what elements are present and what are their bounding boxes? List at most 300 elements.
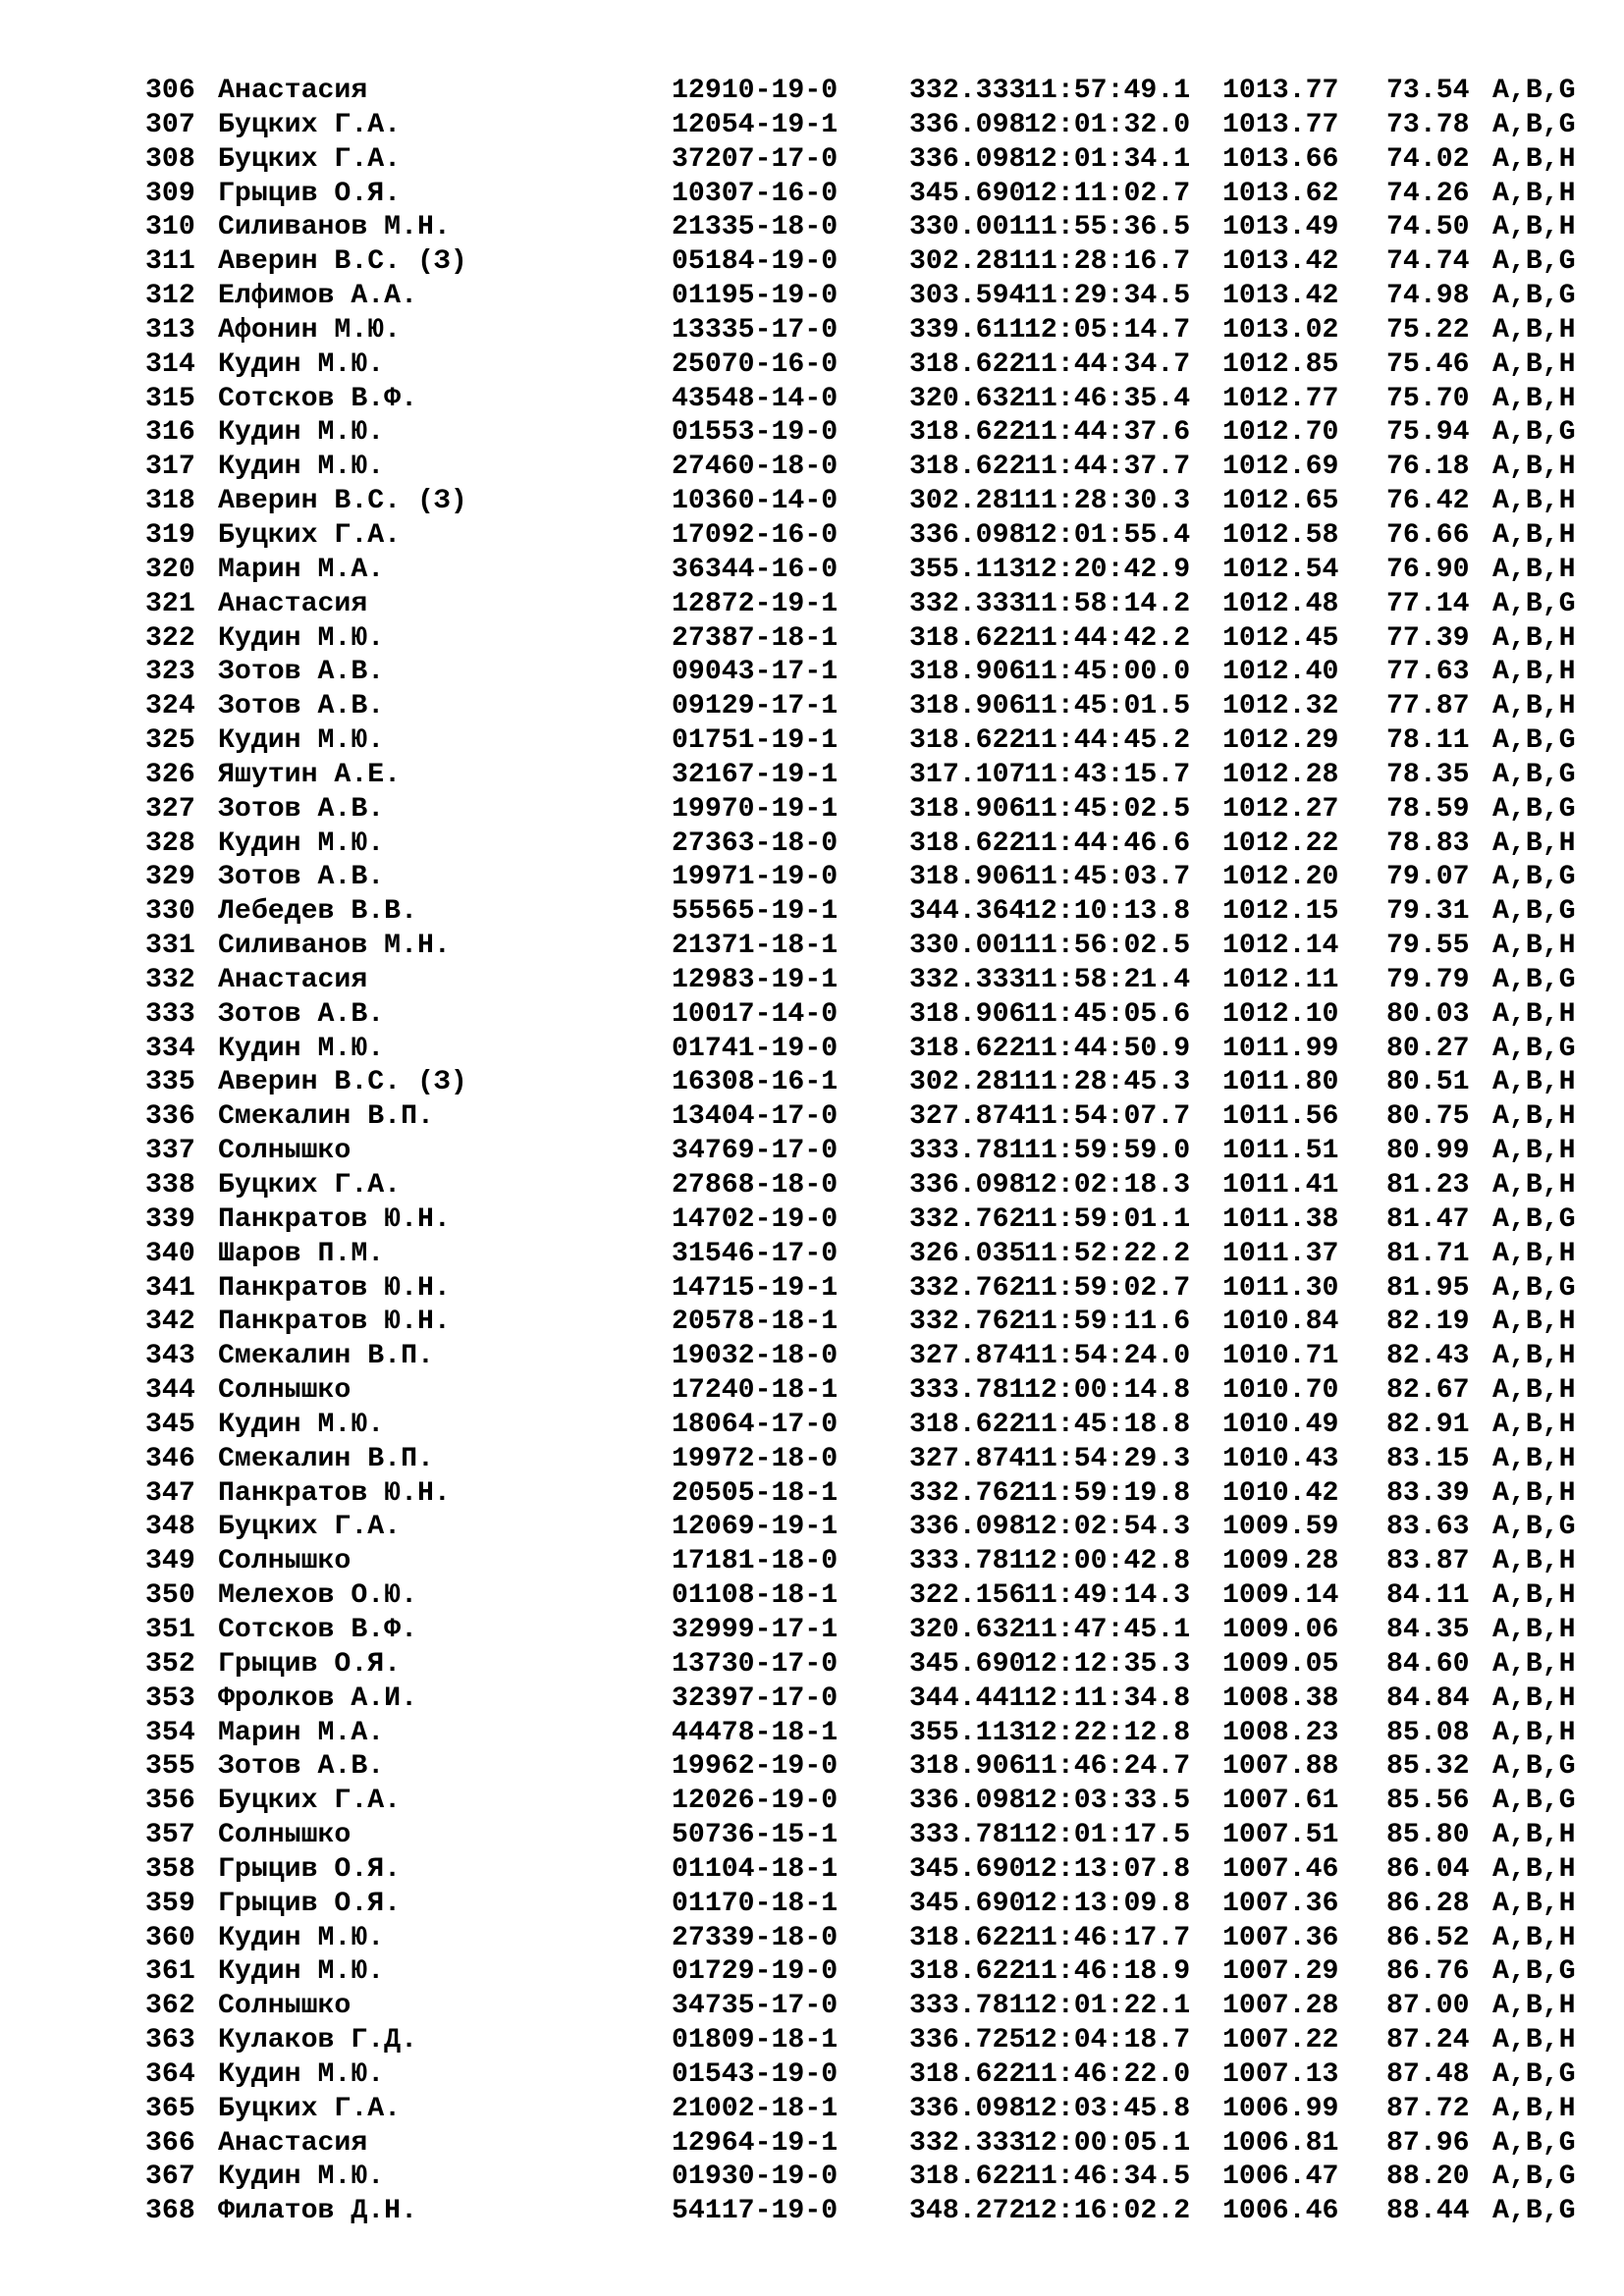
cell-time: 11:55:36.5: [1024, 212, 1191, 243]
cell-ring: 05184-19-0: [672, 246, 839, 278]
table-row: [145, 1306, 1593, 1340]
cell-groups: A,B,G: [1492, 1033, 1576, 1064]
cell-groups: A,B,H: [1492, 212, 1576, 243]
table-row: [145, 1785, 1593, 1819]
cell-name: Шаров П.М.: [218, 1238, 385, 1269]
cell-time: 11:44:34.7: [1024, 348, 1191, 380]
cell-name: Буцких Г.А.: [218, 143, 402, 175]
cell-name: Буцких Г.А.: [218, 519, 402, 551]
cell-place: 326: [145, 759, 195, 790]
cell-ring: 01741-19-0: [672, 1033, 839, 1064]
results-table: [145, 75, 1593, 2229]
cell-ring: 32167-19-1: [672, 759, 839, 790]
cell-groups: A,B,G: [1492, 862, 1576, 893]
cell-name: Афонин М.Ю.: [218, 314, 402, 346]
cell-groups: A,B,G: [1492, 2196, 1576, 2227]
cell-name: Панкратов Ю.Н.: [218, 1477, 451, 1509]
cell-place: 353: [145, 1682, 195, 1714]
table-row: [145, 1100, 1593, 1135]
cell-ring: 01104-18-1: [672, 1853, 839, 1885]
cell-groups: A,B,H: [1492, 622, 1576, 654]
table-row: [145, 930, 1593, 964]
cell-time: 12:00:05.1: [1024, 2127, 1191, 2159]
cell-name: Кудин М.Ю.: [218, 348, 385, 380]
table-row: [145, 1033, 1593, 1067]
cell-groups: A,B,H: [1492, 1580, 1576, 1612]
cell-distance: 318.906: [909, 793, 1026, 825]
cell-groups: A,B,G: [1492, 2058, 1576, 2090]
cell-groups: A,B,H: [1492, 1307, 1576, 1338]
table-row: [145, 759, 1593, 793]
cell-time: 12:13:09.8: [1024, 1888, 1191, 1919]
cell-groups: A,B,H: [1492, 1477, 1576, 1509]
cell-ring: 32999-17-1: [672, 1614, 839, 1645]
cell-name: Анастасия: [218, 964, 368, 995]
cell-place: 341: [145, 1272, 195, 1304]
cell-groups: A,B,H: [1492, 1922, 1576, 1953]
cell-groups: A,B,H: [1492, 2025, 1576, 2056]
cell-distance: 318.622: [909, 828, 1026, 859]
cell-time: 12:22:12.8: [1024, 1717, 1191, 1748]
table-row: [145, 588, 1593, 622]
cell-distance: 320.632: [909, 1614, 1026, 1645]
cell-place: 331: [145, 931, 195, 962]
cell-groups: A,B,H: [1492, 452, 1576, 483]
cell-place: 327: [145, 793, 195, 825]
cell-points: 79.55: [1386, 931, 1470, 962]
cell-time: 11:28:45.3: [1024, 1067, 1191, 1098]
cell-points: 81.23: [1386, 1170, 1470, 1201]
cell-distance: 327.874: [909, 1341, 1026, 1372]
cell-points: 87.48: [1386, 2058, 1470, 2090]
cell-groups: A,B,H: [1492, 1136, 1576, 1167]
cell-speed: 1009.05: [1222, 1648, 1339, 1680]
cell-points: 77.63: [1386, 657, 1470, 688]
cell-points: 86.52: [1386, 1922, 1470, 1953]
cell-time: 11:59:59.0: [1024, 1136, 1191, 1167]
cell-speed: 1011.56: [1222, 1101, 1339, 1133]
cell-place: 358: [145, 1853, 195, 1885]
table-row: [145, 1579, 1593, 1614]
cell-ring: 44478-18-1: [672, 1717, 839, 1748]
cell-distance: 339.611: [909, 314, 1026, 346]
cell-time: 11:44:50.9: [1024, 1033, 1191, 1064]
table-row: [145, 75, 1593, 109]
cell-name: Кудин М.Ю.: [218, 2162, 385, 2193]
cell-ring: 19962-19-0: [672, 1751, 839, 1783]
cell-ring: 12872-19-1: [672, 588, 839, 619]
cell-place: 319: [145, 519, 195, 551]
cell-time: 11:54:24.0: [1024, 1341, 1191, 1372]
cell-ring: 09129-17-1: [672, 691, 839, 722]
table-row: [145, 690, 1593, 724]
cell-speed: 1007.22: [1222, 2025, 1339, 2056]
cell-points: 82.19: [1386, 1307, 1470, 1338]
cell-ring: 09043-17-1: [672, 657, 839, 688]
table-row: [145, 1135, 1593, 1169]
cell-place: 355: [145, 1751, 195, 1783]
cell-groups: A,B,G: [1492, 109, 1576, 140]
cell-speed: 1013.66: [1222, 143, 1339, 175]
cell-place: 359: [145, 1888, 195, 1919]
table-row: [145, 211, 1593, 245]
cell-place: 320: [145, 554, 195, 585]
cell-time: 12:12:35.3: [1024, 1648, 1191, 1680]
cell-time: 12:11:34.8: [1024, 1682, 1191, 1714]
table-row: [145, 1374, 1593, 1409]
table-row: [145, 828, 1593, 862]
cell-name: Фролков А.И.: [218, 1682, 417, 1714]
table-row: [145, 451, 1593, 485]
cell-points: 88.44: [1386, 2196, 1470, 2227]
cell-place: 349: [145, 1546, 195, 1577]
cell-points: 74.50: [1386, 212, 1470, 243]
table-row: [145, 2161, 1593, 2195]
cell-speed: 1012.65: [1222, 486, 1339, 517]
cell-distance: 330.001: [909, 212, 1026, 243]
cell-points: 77.39: [1386, 622, 1470, 654]
cell-groups: A,B,H: [1492, 1717, 1576, 1748]
cell-groups: A,B,H: [1492, 1101, 1576, 1133]
cell-ring: 25070-16-0: [672, 348, 839, 380]
cell-speed: 1007.36: [1222, 1922, 1339, 1953]
cell-ring: 01108-18-1: [672, 1580, 839, 1612]
cell-speed: 1007.13: [1222, 2058, 1339, 2090]
cell-time: 12:01:17.5: [1024, 1820, 1191, 1851]
cell-ring: 19032-18-0: [672, 1341, 839, 1372]
cell-speed: 1012.32: [1222, 691, 1339, 722]
cell-place: 363: [145, 2025, 195, 2056]
cell-name: Солнышко: [218, 1991, 352, 2022]
cell-place: 345: [145, 1409, 195, 1440]
cell-groups: A,B,G: [1492, 725, 1576, 757]
cell-time: 11:58:21.4: [1024, 964, 1191, 995]
cell-ring: 27363-18-0: [672, 828, 839, 859]
cell-place: 367: [145, 2162, 195, 2193]
cell-points: 86.04: [1386, 1853, 1470, 1885]
table-row: [145, 1955, 1593, 1990]
table-row: [145, 1888, 1593, 1922]
cell-time: 11:52:22.2: [1024, 1238, 1191, 1269]
table-row: [145, 280, 1593, 314]
table-row: [145, 2195, 1593, 2229]
cell-groups: A,B,H: [1492, 143, 1576, 175]
cell-name: Сотсков В.Ф.: [218, 383, 417, 414]
cell-speed: 1011.38: [1222, 1203, 1339, 1235]
cell-points: 82.67: [1386, 1375, 1470, 1407]
table-row: [145, 1238, 1593, 1272]
cell-speed: 1011.80: [1222, 1067, 1339, 1098]
table-row: [145, 861, 1593, 895]
table-row: [145, 554, 1593, 588]
cell-place: 324: [145, 691, 195, 722]
cell-name: Кудин М.Ю.: [218, 725, 385, 757]
cell-time: 11:56:02.5: [1024, 931, 1191, 962]
cell-points: 86.28: [1386, 1888, 1470, 1919]
cell-points: 78.59: [1386, 793, 1470, 825]
cell-groups: A,B,G: [1492, 417, 1576, 449]
cell-name: Яшутин А.Е.: [218, 759, 402, 790]
cell-groups: A,B,H: [1492, 1375, 1576, 1407]
cell-groups: A,B,H: [1492, 1614, 1576, 1645]
table-row: [145, 1819, 1593, 1853]
cell-distance: 333.781: [909, 1820, 1026, 1851]
cell-points: 86.76: [1386, 1956, 1470, 1988]
cell-distance: 332.762: [909, 1203, 1026, 1235]
cell-groups: A,B,H: [1492, 1341, 1576, 1372]
cell-points: 80.99: [1386, 1136, 1470, 1167]
cell-speed: 1010.70: [1222, 1375, 1339, 1407]
table-row: [145, 1203, 1593, 1238]
cell-distance: 332.762: [909, 1272, 1026, 1304]
cell-speed: 1010.43: [1222, 1443, 1339, 1474]
cell-distance: 336.098: [909, 1512, 1026, 1543]
cell-points: 76.42: [1386, 486, 1470, 517]
cell-ring: 01543-19-0: [672, 2058, 839, 2090]
cell-time: 11:44:46.6: [1024, 828, 1191, 859]
cell-place: 335: [145, 1067, 195, 1098]
table-row: [145, 1682, 1593, 1717]
cell-name: Зотов А.В.: [218, 691, 385, 722]
cell-points: 87.24: [1386, 2025, 1470, 2056]
cell-ring: 32397-17-0: [672, 1682, 839, 1714]
cell-speed: 1012.14: [1222, 931, 1339, 962]
cell-time: 12:20:42.9: [1024, 554, 1191, 585]
cell-distance: 318.622: [909, 1033, 1026, 1064]
cell-time: 11:46:18.9: [1024, 1956, 1191, 1988]
cell-name: Кудин М.Ю.: [218, 1033, 385, 1064]
cell-name: Кудин М.Ю.: [218, 452, 385, 483]
cell-speed: 1012.40: [1222, 657, 1339, 688]
cell-points: 81.47: [1386, 1203, 1470, 1235]
cell-ring: 12026-19-0: [672, 1786, 839, 1817]
cell-place: 347: [145, 1477, 195, 1509]
cell-time: 11:54:29.3: [1024, 1443, 1191, 1474]
table-row: [145, 1272, 1593, 1307]
table-row: [145, 998, 1593, 1033]
cell-points: 75.46: [1386, 348, 1470, 380]
cell-distance: 302.281: [909, 246, 1026, 278]
cell-speed: 1009.28: [1222, 1546, 1339, 1577]
cell-distance: 326.035: [909, 1238, 1026, 1269]
cell-place: 314: [145, 348, 195, 380]
cell-place: 350: [145, 1580, 195, 1612]
cell-points: 83.87: [1386, 1546, 1470, 1577]
cell-place: 340: [145, 1238, 195, 1269]
cell-points: 88.20: [1386, 2162, 1470, 2193]
cell-points: 75.70: [1386, 383, 1470, 414]
cell-groups: A,B,H: [1492, 1067, 1576, 1098]
cell-time: 12:03:45.8: [1024, 2093, 1191, 2124]
cell-time: 12:01:55.4: [1024, 519, 1191, 551]
table-row: [145, 1169, 1593, 1203]
cell-distance: 332.762: [909, 1477, 1026, 1509]
cell-groups: A,B,G: [1492, 76, 1576, 106]
cell-speed: 1012.58: [1222, 519, 1339, 551]
table-row: [145, 622, 1593, 657]
cell-groups: A,B,H: [1492, 657, 1576, 688]
cell-time: 11:49:14.3: [1024, 1580, 1191, 1612]
cell-speed: 1011.30: [1222, 1272, 1339, 1304]
cell-points: 80.75: [1386, 1101, 1470, 1133]
cell-time: 11:46:35.4: [1024, 383, 1191, 414]
cell-ring: 01553-19-0: [672, 417, 839, 449]
cell-name: Елфимов А.А.: [218, 281, 417, 312]
cell-speed: 1012.20: [1222, 862, 1339, 893]
cell-ring: 54117-19-0: [672, 2196, 839, 2227]
cell-place: 351: [145, 1614, 195, 1645]
cell-time: 12:05:14.7: [1024, 314, 1191, 346]
cell-name: Грыцив О.Я.: [218, 1648, 402, 1680]
table-row: [145, 2024, 1593, 2058]
cell-time: 11:45:18.8: [1024, 1409, 1191, 1440]
cell-time: 11:46:22.0: [1024, 2058, 1191, 2090]
cell-points: 79.31: [1386, 896, 1470, 928]
cell-groups: A,B,H: [1492, 828, 1576, 859]
cell-distance: 336.098: [909, 109, 1026, 140]
table-row: [145, 724, 1593, 759]
cell-distance: 330.001: [909, 931, 1026, 962]
table-row: [145, 1750, 1593, 1785]
cell-points: 76.66: [1386, 519, 1470, 551]
cell-points: 83.15: [1386, 1443, 1470, 1474]
cell-ring: 12964-19-1: [672, 2127, 839, 2159]
table-row: [145, 1340, 1593, 1374]
cell-speed: 1013.49: [1222, 212, 1339, 243]
cell-groups: A,B,G: [1492, 759, 1576, 790]
cell-ring: 18064-17-0: [672, 1409, 839, 1440]
cell-place: 323: [145, 657, 195, 688]
table-row: [145, 485, 1593, 519]
table-row: [145, 2127, 1593, 2162]
cell-place: 332: [145, 964, 195, 995]
cell-name: Панкратов Ю.Н.: [218, 1272, 451, 1304]
cell-speed: 1011.41: [1222, 1170, 1339, 1201]
cell-name: Смекалин В.П.: [218, 1101, 434, 1133]
cell-place: 312: [145, 281, 195, 312]
cell-name: Смекалин В.П.: [218, 1443, 434, 1474]
cell-ring: 27460-18-0: [672, 452, 839, 483]
cell-groups: A,B,H: [1492, 931, 1576, 962]
cell-points: 73.78: [1386, 109, 1470, 140]
cell-time: 11:45:03.7: [1024, 862, 1191, 893]
cell-place: 336: [145, 1101, 195, 1133]
cell-place: 307: [145, 109, 195, 140]
cell-ring: 16308-16-1: [672, 1067, 839, 1098]
cell-speed: 1010.84: [1222, 1307, 1339, 1338]
cell-place: 334: [145, 1033, 195, 1064]
cell-distance: 318.906: [909, 657, 1026, 688]
cell-ring: 21335-18-0: [672, 212, 839, 243]
cell-distance: 336.098: [909, 143, 1026, 175]
cell-speed: 1006.99: [1222, 2093, 1339, 2124]
cell-place: 306: [145, 76, 195, 106]
cell-place: 311: [145, 246, 195, 278]
cell-place: 325: [145, 725, 195, 757]
cell-ring: 36344-16-0: [672, 554, 839, 585]
cell-distance: 303.594: [909, 281, 1026, 312]
table-row: [145, 178, 1593, 212]
cell-points: 77.87: [1386, 691, 1470, 722]
cell-time: 11:46:34.5: [1024, 2162, 1191, 2193]
cell-ring: 20505-18-1: [672, 1477, 839, 1509]
cell-ring: 10307-16-0: [672, 178, 839, 209]
cell-groups: A,B,G: [1492, 588, 1576, 619]
cell-ring: 34769-17-0: [672, 1136, 839, 1167]
cell-name: Сотсков В.Ф.: [218, 1614, 417, 1645]
cell-speed: 1008.38: [1222, 1682, 1339, 1714]
cell-name: Кудин М.Ю.: [218, 2058, 385, 2090]
cell-name: Анастасия: [218, 2127, 368, 2159]
cell-groups: A,B,G: [1492, 246, 1576, 278]
cell-points: 82.91: [1386, 1409, 1470, 1440]
cell-place: 317: [145, 452, 195, 483]
cell-time: 11:46:17.7: [1024, 1922, 1191, 1953]
cell-name: Грыцив О.Я.: [218, 1888, 402, 1919]
cell-speed: 1007.36: [1222, 1888, 1339, 1919]
cell-distance: 333.781: [909, 1375, 1026, 1407]
cell-name: Силиванов М.Н.: [218, 212, 451, 243]
cell-name: Мелехов О.Ю.: [218, 1580, 417, 1612]
table-row: [145, 383, 1593, 417]
cell-name: Солнышко: [218, 1375, 352, 1407]
cell-name: Буцких Г.А.: [218, 2093, 402, 2124]
cell-groups: A,B,H: [1492, 1170, 1576, 1201]
cell-name: Анастасия: [218, 588, 368, 619]
cell-speed: 1007.61: [1222, 1786, 1339, 1817]
cell-time: 12:02:18.3: [1024, 1170, 1191, 1201]
cell-time: 11:59:02.7: [1024, 1272, 1191, 1304]
cell-ring: 17181-18-0: [672, 1546, 839, 1577]
cell-points: 74.02: [1386, 143, 1470, 175]
cell-points: 84.11: [1386, 1580, 1470, 1612]
cell-place: 313: [145, 314, 195, 346]
cell-place: 343: [145, 1341, 195, 1372]
cell-ring: 01809-18-1: [672, 2025, 839, 2056]
cell-ring: 19972-18-0: [672, 1443, 839, 1474]
cell-place: 315: [145, 383, 195, 414]
table-row: [145, 143, 1593, 178]
cell-name: Кудин М.Ю.: [218, 1409, 385, 1440]
cell-name: Марин М.А.: [218, 1717, 385, 1748]
cell-name: Филатов Д.Н.: [218, 2196, 417, 2227]
cell-speed: 1012.45: [1222, 622, 1339, 654]
cell-points: 81.95: [1386, 1272, 1470, 1304]
cell-groups: A,B,H: [1492, 1546, 1576, 1577]
cell-groups: A,B,G: [1492, 1956, 1576, 1988]
cell-speed: 1012.54: [1222, 554, 1339, 585]
cell-groups: A,B,H: [1492, 314, 1576, 346]
cell-time: 12:01:32.0: [1024, 109, 1191, 140]
table-row: [145, 416, 1593, 451]
cell-ring: 19970-19-1: [672, 793, 839, 825]
cell-points: 85.56: [1386, 1786, 1470, 1817]
cell-speed: 1006.47: [1222, 2162, 1339, 2193]
cell-groups: A,B,H: [1492, 519, 1576, 551]
table-row: [145, 964, 1593, 998]
cell-speed: 1009.14: [1222, 1580, 1339, 1612]
cell-groups: A,B,G: [1492, 1203, 1576, 1235]
cell-place: 322: [145, 622, 195, 654]
cell-speed: 1006.81: [1222, 2127, 1339, 2159]
table-row: [145, 1853, 1593, 1888]
cell-points: 85.80: [1386, 1820, 1470, 1851]
cell-place: 364: [145, 2058, 195, 2090]
cell-speed: 1011.37: [1222, 1238, 1339, 1269]
cell-speed: 1012.10: [1222, 998, 1339, 1030]
cell-distance: 355.113: [909, 1717, 1026, 1748]
cell-distance: 345.690: [909, 1888, 1026, 1919]
